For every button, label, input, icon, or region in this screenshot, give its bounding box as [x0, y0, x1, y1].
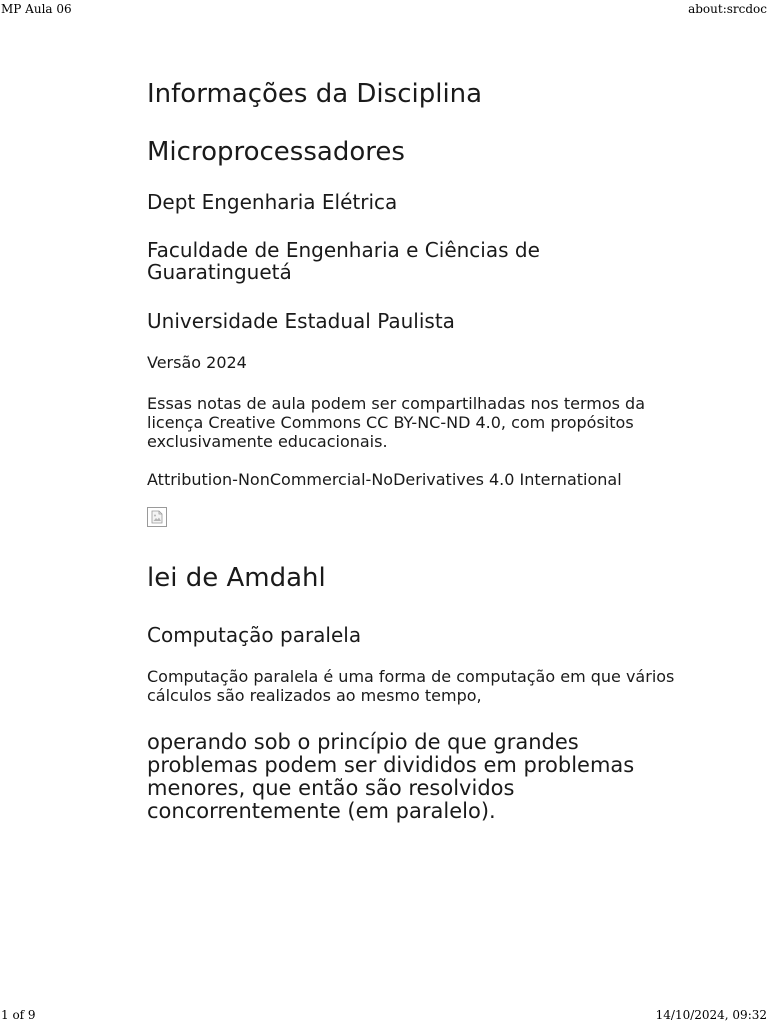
print-header	[0, 2, 768, 16]
department-heading: Dept Engenharia Elétrica	[147, 190, 398, 214]
course-name-heading: Microprocessadores	[147, 137, 405, 167]
print-header-url: about:srcdoc	[688, 2, 767, 16]
print-timestamp: 14/10/2024, 09:32	[655, 1008, 767, 1022]
license-name: Attribution-NonCommercial-NoDerivatives 4.0 International	[147, 470, 622, 489]
section-title: lei de Amdahl	[147, 563, 326, 593]
print-header-title: MP Aula 06	[1, 2, 72, 16]
course-info-heading: Informações da Disciplina	[147, 79, 483, 109]
faculty-heading: Faculdade de Engenharia e Ciências de Guaratinguetá	[147, 238, 540, 284]
subsection-title: Computação paralela	[147, 623, 362, 647]
page-counter: 1 of 9	[1, 1008, 36, 1022]
version-text: Versão 2024	[147, 353, 247, 372]
parallel-principle: operando sob o princípio de que grandes problemas podem ser divididos em problemas menores, que então são resolvidos concorrentemente (em paralelo).	[147, 730, 635, 823]
license-note: Essas notas de aula podem ser compartilhadas nos termos da licença Creative Commons CC BY-NC-ND 4.0, com propósitos exclusivamente educacionais.	[147, 394, 645, 451]
print-footer	[0, 1008, 768, 1022]
broken-image-icon	[147, 507, 167, 527]
university-heading: Universidade Estadual Paulista	[147, 309, 455, 333]
parallel-definition: Computação paralela é uma forma de computação em que vários cálculos são realizados ao mesmo tempo,	[147, 667, 675, 705]
